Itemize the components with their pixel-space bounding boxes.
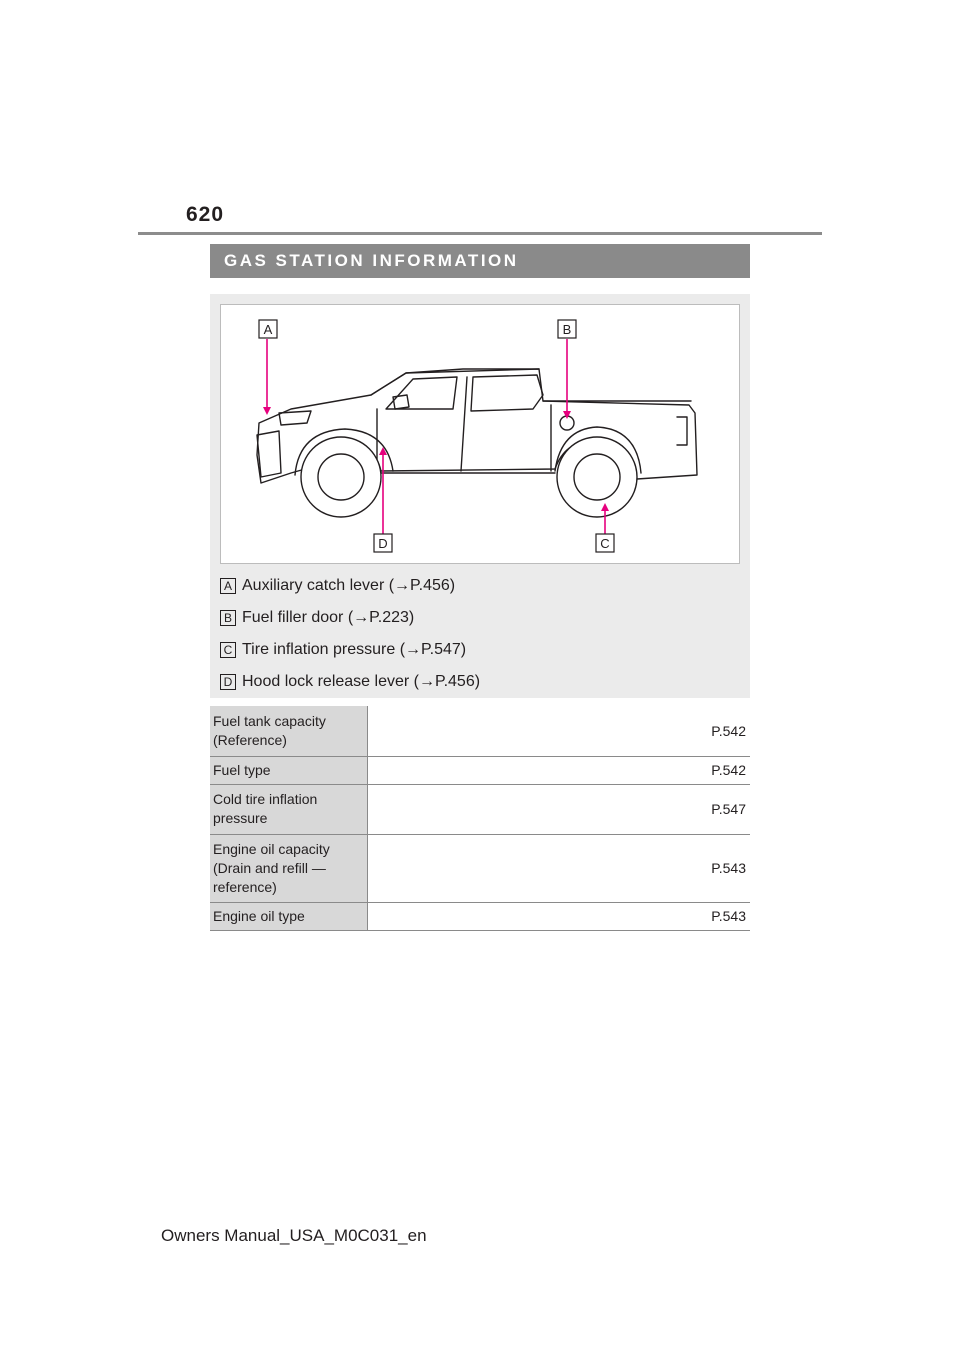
legend-text-c: Tire inflation pressure (→P.547) bbox=[242, 641, 467, 658]
row-label: Fuel type bbox=[210, 756, 368, 784]
legend-text-d: Hood lock release lever (→P.456) bbox=[242, 673, 481, 690]
callout-label-c: C bbox=[600, 536, 610, 551]
front-window bbox=[386, 377, 457, 409]
page-number: 620 bbox=[186, 203, 225, 226]
side-mirror bbox=[393, 395, 409, 409]
row-page-ref: P.543 bbox=[368, 902, 751, 930]
row-label: Engine oil capacity (Drain and refill — reference) bbox=[210, 834, 368, 902]
legend-text-b: Fuel filler door (→P.223) bbox=[242, 609, 415, 626]
legend-key-c: C bbox=[220, 642, 236, 658]
row-label: Fuel tank capacity (Reference) bbox=[210, 706, 368, 756]
spec-table bbox=[210, 706, 750, 931]
legend-key-a: A bbox=[220, 578, 236, 594]
table-row bbox=[210, 756, 750, 784]
headlight bbox=[279, 411, 311, 425]
row-page-ref: P.543 bbox=[368, 834, 751, 902]
callout-label-b: B bbox=[562, 322, 572, 337]
header-divider bbox=[138, 232, 822, 235]
legend-key-b: B bbox=[220, 610, 236, 626]
tail-light bbox=[677, 417, 687, 445]
callout-label-a: A bbox=[263, 322, 273, 337]
row-page-ref: P.542 bbox=[368, 706, 751, 756]
row-page-ref: P.547 bbox=[368, 784, 751, 834]
table-row bbox=[210, 706, 750, 756]
rear-wheel bbox=[574, 454, 620, 500]
b-pillar-seam bbox=[461, 377, 467, 471]
row-page-ref: P.542 bbox=[368, 756, 751, 784]
legend-key-d: D bbox=[220, 674, 236, 690]
page-footer: Owners Manual_USA_M0C031_en bbox=[161, 1226, 427, 1245]
section-title: GAS STATION INFORMATION bbox=[210, 244, 750, 278]
table-row bbox=[210, 784, 750, 834]
row-label: Engine oil type bbox=[210, 902, 368, 930]
front-wheel bbox=[318, 454, 364, 500]
pickup-truck-side-view bbox=[221, 305, 739, 563]
callout-label-d: D bbox=[378, 536, 388, 551]
table-row bbox=[210, 834, 750, 902]
figure-panel bbox=[210, 294, 750, 698]
legend-text-a: Auxiliary catch lever (→P.456) bbox=[242, 577, 456, 594]
row-label: Cold tire inflation pressure bbox=[210, 784, 368, 834]
grille bbox=[257, 431, 281, 477]
truck-illustration bbox=[220, 304, 740, 564]
table-row bbox=[210, 902, 750, 930]
rear-window bbox=[471, 375, 543, 411]
